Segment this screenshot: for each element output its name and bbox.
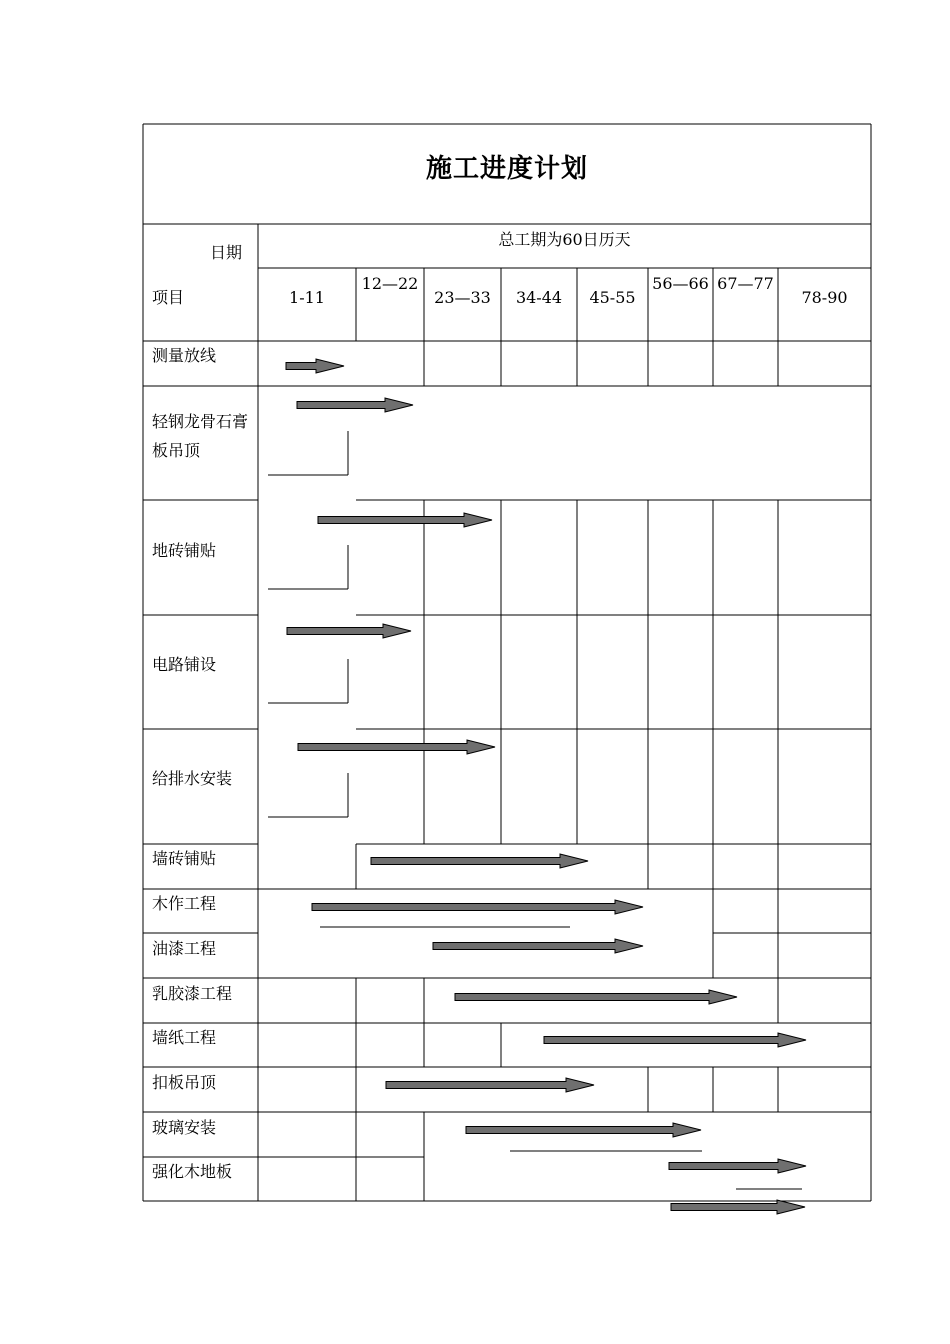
task-label: 油漆工程 [152,939,217,958]
period-label: 总工期为60日历天 [498,230,631,249]
schedule-arrow [455,990,737,1004]
column-header-1: 1-11 [289,288,325,307]
task-label: 墙纸工程 [152,1028,217,1047]
schedule-arrow [298,740,495,754]
task-label: 地砖铺贴 [152,541,217,560]
schedule-arrow [286,359,344,373]
schedule-arrow [669,1159,806,1173]
column-header-5: 45-55 [589,288,636,307]
column-header-8: 78-90 [801,288,848,307]
schedule-arrow [371,854,588,868]
column-header-3: 23—33 [434,288,491,307]
schedule-arrow [466,1123,701,1137]
schedule-arrow [318,513,492,527]
header-date-label: 日期 [210,243,243,262]
task-label: 木作工程 [152,894,217,913]
page-title: 施工进度计划 [425,154,588,184]
task-label: 玻璃安装 [152,1118,217,1137]
column-header-6: 56—66 [652,274,709,293]
task-label: 扣板吊顶 [152,1073,217,1092]
schedule-arrow [312,900,643,914]
column-header-2: 12—22 [361,274,419,293]
schedule-arrow [297,398,413,412]
schedule-arrow [433,939,643,953]
column-header-7: 67—77 [717,274,774,293]
task-label: 给排水安装 [152,769,233,788]
schedule-arrow [287,624,411,638]
task-label: 乳胶漆工程 [152,984,233,1003]
schedule-arrow [671,1200,805,1214]
schedule-arrow [544,1033,806,1047]
task-label: 墙砖铺贴 [152,849,217,868]
schedule-arrow [386,1078,594,1092]
header-item-label: 项目 [152,288,185,307]
task-label: 测量放线 [152,346,217,365]
column-header-4: 34-44 [515,288,563,307]
task-label: 强化木地板 [152,1162,233,1181]
task-label: 电路铺设 [152,655,217,674]
task-label: 轻钢龙骨石膏板吊顶 [152,412,249,460]
